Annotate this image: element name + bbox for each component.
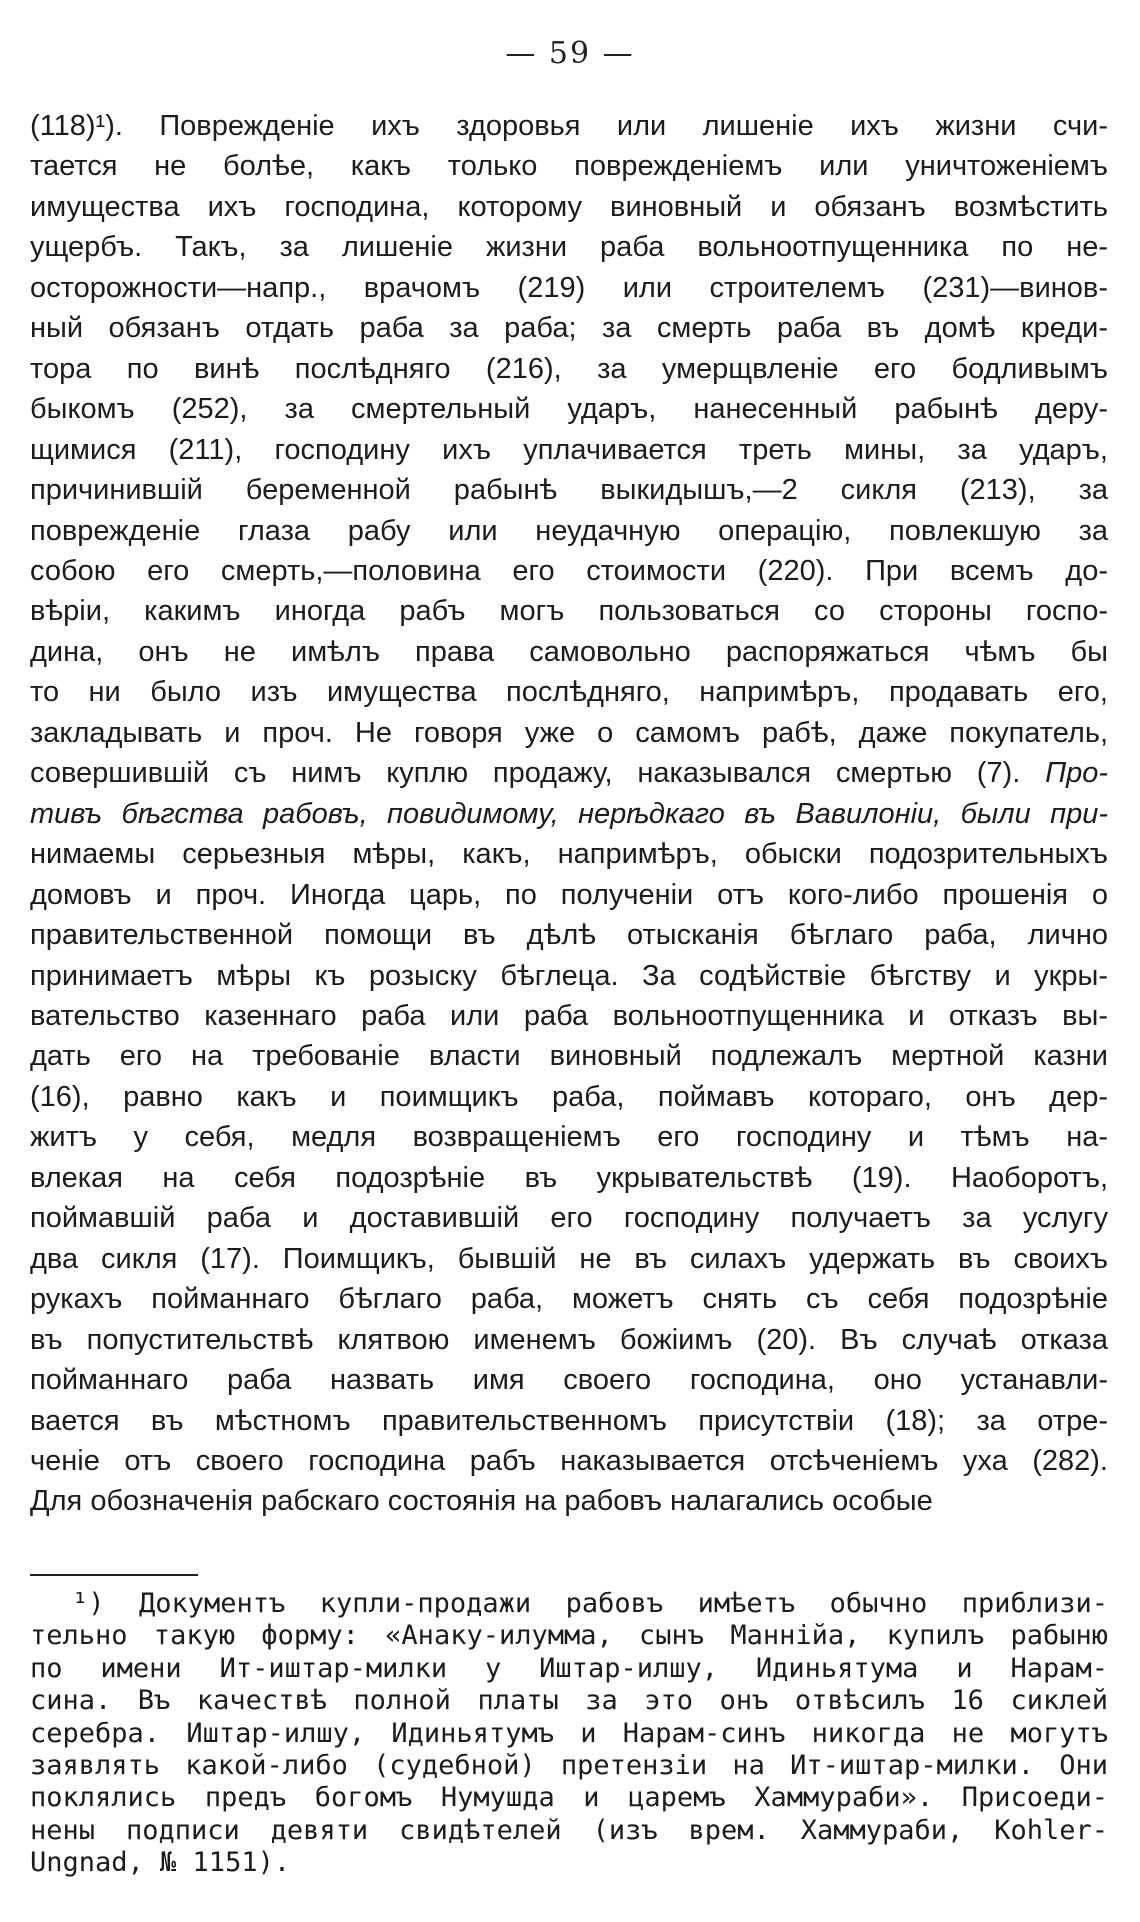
text-line: Для обозначенія рабскаго состоянія на рабовъ налагались особые xyxy=(30,1485,933,1518)
text-line: тора по винѣ послѣдняго (216), за умерщвленіе его бодливымъ xyxy=(30,352,1108,385)
footnote xyxy=(30,1588,1108,1880)
text-line: дина, онъ не имѣлъ права самовольно распоряжаться чѣмъ бы xyxy=(30,635,1108,668)
text-line: влекая на себя подозрѣніе въ укрывательствѣ (19). Наоборотъ, xyxy=(30,1161,1108,1194)
text-line: щимися (211), господину ихъ уплачивается треть мины, за ударъ, xyxy=(30,433,1108,466)
text-line: нимаемы серьезныя мѣры, какъ, напримѣръ, обыски подозрительныхъ xyxy=(30,838,1108,871)
footnote-line: поклялись предъ богомъ Нумушда и царемъ Хаммураби». Присоеди- xyxy=(30,1782,1108,1814)
text-line: житъ у себя, медля возвращеніемъ его господину и тѣмъ на- xyxy=(30,1121,1108,1154)
text-line: принимаетъ мѣры къ розыску бѣглеца. За содѣйствіе бѣгству и укры- xyxy=(30,959,1108,992)
text-line: пойманнаго раба назвать имя своего господина, оно устанавли- xyxy=(30,1364,1108,1397)
italic-text-line: тивъ бѣгства рабовъ, повидимому, нерѣдкаго въ Вавилоніи, были при- xyxy=(30,797,1108,830)
text-line: имущества ихъ господина, которому виновный и обязанъ возмѣстить xyxy=(30,190,1108,223)
text-line: то ни было изъ имущества послѣдняго, напримѣръ, продавать его, xyxy=(30,676,1108,709)
text-line: ущербъ. Такъ, за лишеніе жизни раба вольноотпущенника по не- xyxy=(30,231,1108,264)
page-number: — 59 — xyxy=(505,36,635,71)
text-line: поврежденіе глаза рабу или неудачную операцію, повлекшую за xyxy=(30,514,1108,547)
italic-segment: Про- xyxy=(1045,757,1108,790)
text-line: дать его на требованіе власти виновный подлежалъ мертной казни xyxy=(30,1040,1108,1073)
text-line: домовъ и проч. Иногда царь, по полученіи отъ кого-либо прошенія о xyxy=(30,878,1108,911)
text-line-mixed xyxy=(30,753,1108,793)
text-segment: совершившій съ нимъ куплю продажу, наказывался смертью (7). xyxy=(30,757,1046,790)
footnote-line: серебра. Иштар-илшу, Идиньятумъ и Нарам-синъ никогда не могутъ xyxy=(30,1717,1108,1749)
footnote-line: нены подписи девяти свидѣтелей (изъ врем. Хаммураби, Kohler- xyxy=(30,1814,1108,1846)
text-line: вается въ мѣстномъ правительственномъ присутствіи (18); за отре- xyxy=(30,1404,1108,1437)
text-line: причинившій беременной рабынѣ выкидышъ,—2 сикля (213), за xyxy=(30,474,1108,507)
text-line: закладывать и проч. Не говоря уже о самомъ рабѣ, даже покупатель, xyxy=(30,716,1108,749)
text-line: ный обязанъ отдать раба за раба; за смерть раба въ домѣ креди- xyxy=(30,312,1108,345)
text-line: правительственной помощи въ дѣлѣ отысканія бѣглаго раба, лично xyxy=(30,919,1108,952)
footnote-line: тельно такую форму: «Анаку-илумма, сынъ Маннійа, купилъ рабыню xyxy=(30,1620,1108,1652)
text-line: быкомъ (252), за смертельный ударъ, нанесенный рабынѣ деру- xyxy=(30,393,1108,426)
text-line: въ попустительствѣ клятвою именемъ божіимъ (20). Въ случаѣ отказа xyxy=(30,1323,1108,1356)
text-line: вательство казеннаго раба или раба вольноотпущенника и отказъ вы- xyxy=(30,999,1108,1032)
footnote-line: по имени Ит-иштар-милки у Иштар-илшу, Идиньятума и Нарам- xyxy=(30,1652,1108,1684)
text-line: тается не болѣе, какъ только поврежденіемъ или уничтоженіемъ xyxy=(30,150,1108,183)
footnote-line: Ungnad, № 1151). xyxy=(30,1847,291,1879)
text-line: ченіе отъ своего господина рабъ наказывается отсѣченіемъ уха (282). xyxy=(30,1444,1108,1477)
text-line: (118)¹). Поврежденіе ихъ здоровья или лишеніе ихъ жизни счи- xyxy=(30,110,1108,142)
footnote-line: ¹) Документъ купли-продажи рабовъ имѣетъ обычно приблизи- xyxy=(72,1588,1108,1619)
footnote-line: заявлять какой-либо (судебной) претензіи на Ит-иштар-милки. Они xyxy=(30,1750,1108,1782)
main-text xyxy=(30,106,1108,1522)
text-line: (16), равно какъ и поимщикъ раба, поймавъ котораго, онъ дер- xyxy=(30,1080,1108,1113)
footnote-line: сина. Въ качествѣ полной платы за это онъ отвѣсилъ 16 сиклей xyxy=(30,1685,1108,1717)
text-line: поймавшій раба и доставившій его господину получаетъ за услугу xyxy=(30,1202,1108,1235)
text-line: вѣріи, какимъ иногда рабъ могъ пользоваться со стороны госпо- xyxy=(30,595,1108,628)
text-line: рукахъ пойманнаго бѣглаго раба, можетъ снять съ себя подозрѣніе xyxy=(30,1283,1108,1316)
text-line: собою его смерть,—половина его стоимости (220). При всемъ до- xyxy=(30,554,1108,587)
text-line: осторожности—напр., врачомъ (219) или строителемъ (231)—винов- xyxy=(30,271,1108,304)
text-line: два сикля (17). Поимщикъ, бывшій не въ силахъ удержать въ своихъ xyxy=(30,1242,1108,1275)
footnote-divider xyxy=(30,1574,198,1576)
